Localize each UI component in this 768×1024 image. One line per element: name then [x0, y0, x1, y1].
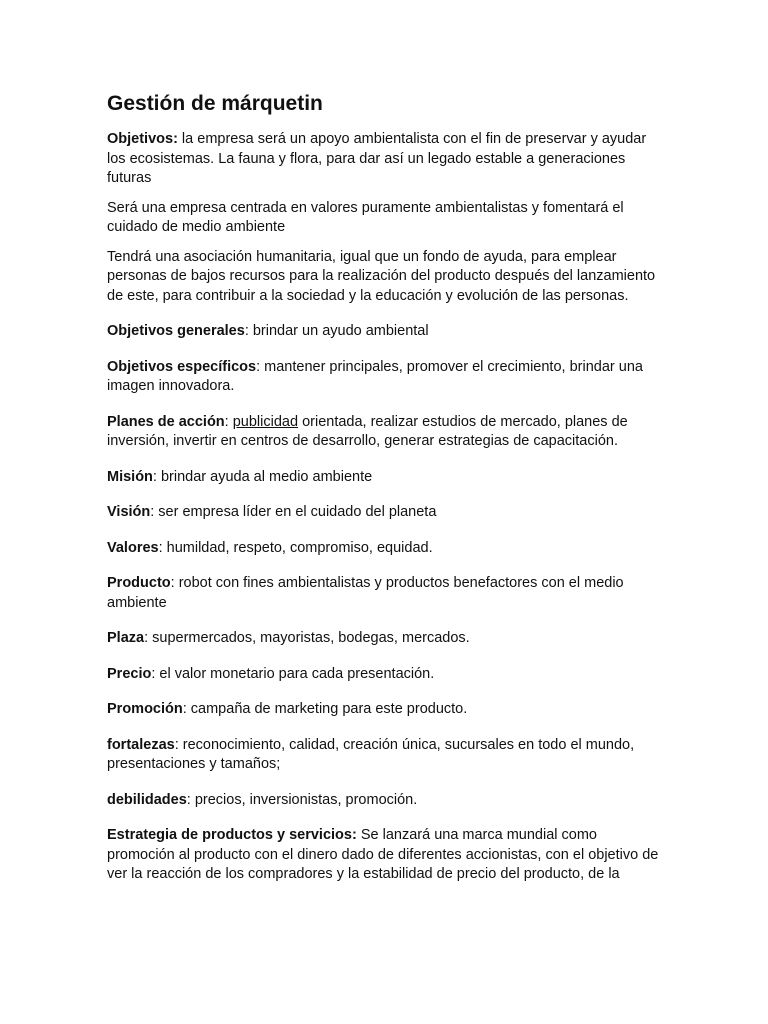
vision-label: Visión [107, 504, 151, 520]
producto-paragraph [107, 574, 667, 613]
valores-paragraph [107, 539, 667, 559]
objetivos-label: Objetivos: [107, 131, 178, 147]
estrategia-text: Se lanzará una marca mundial como promoción al producto con el dinero dado de diferentes accionistas, con el objetivo de ver la reacción de los compradores y la estabilidad de precio del producto, de la [107, 827, 659, 882]
document-title: Gestión de márquetin [107, 92, 323, 115]
estrategia-paragraph [107, 826, 667, 885]
objetivos-paragraph [107, 130, 667, 189]
asociacion-paragraph: Tendrá una asociación humanitaria, igual que un fondo de ayuda, para emplear personas de bajos recursos para la realización del producto después del lanzamiento de este, para contribuir a la sociedad y la educación y evolución de las personas. [107, 248, 656, 304]
vision-text: : ser empresa líder en el cuidado del planeta [150, 504, 437, 520]
plaza-text: : supermercados, mayoristas, bodegas, mercados. [144, 630, 470, 646]
objetivos-generales-label: Objetivos generales [107, 323, 245, 339]
document-page [107, 88, 667, 885]
estrategia-label: Estrategia de productos y servicios: [107, 827, 357, 843]
producto-label: Producto [107, 575, 171, 591]
planes-text: orientada, realizar estudios de mercado, planes de inversión, invertir en centros de desarrollo, generar estrategias de capacitación. [107, 413, 628, 449]
fortalezas-text: : reconocimiento, calidad, creación única, sucursales en todo el mundo, presentaciones y tamaños; [107, 736, 635, 772]
debilidades-text: : precios, inversionistas, promoción. [186, 791, 418, 808]
precio-text: : el valor monetario para cada presentación. [151, 665, 435, 682]
plaza-label: Plaza [107, 630, 145, 646]
producto-text: : robot con fines ambientalistas y productos benefactores con el medio ambiente [107, 575, 624, 611]
promocion-label: Promoción [107, 701, 183, 717]
publicidad-link[interactable]: publicidad [232, 413, 299, 430]
objetivos-generales-text: : brindar un ayudo ambiental [244, 323, 429, 339]
objetivos-generales-paragraph [107, 322, 667, 342]
valores-label: Valores [107, 539, 159, 556]
objetivos-especificos-text: : mantener principales, promover el crecimiento, brindar una imagen innovadora. [107, 358, 643, 394]
debilidades-label: debilidades [107, 791, 187, 808]
promocion-paragraph [107, 700, 667, 720]
vision-paragraph [107, 503, 667, 523]
mision-text: : brindar ayuda al medio ambiente [152, 468, 373, 485]
objetivos-especificos-paragraph [107, 358, 667, 397]
planes-separator: : [224, 413, 233, 430]
mision-label: Misión [107, 468, 153, 485]
planes-paragraph [107, 413, 667, 452]
promocion-text: : campaña de marketing para este producto. [182, 701, 468, 717]
precio-label: Precio [107, 665, 152, 682]
plaza-paragraph [107, 629, 667, 649]
objetivos-especificos-label: Objetivos específicos [107, 358, 257, 375]
mision-paragraph [107, 468, 667, 488]
precio-paragraph [107, 665, 667, 685]
planes-label: Planes de acción [107, 413, 225, 430]
debilidades-paragraph [107, 791, 667, 811]
fortalezas-paragraph [107, 736, 667, 775]
objetivos-text: la empresa será un apoyo ambientalista con el fin de preservar y ayudar los ecosistemas. La fauna y flora, para dar así un legado estable a generaciones futuras [107, 131, 647, 186]
valores-text: : humildad, respeto, compromiso, equidad. [158, 539, 433, 556]
empresa-paragraph: Será una empresa centrada en valores puramente ambientalistas y fomentará el cuidado de medio ambiente [107, 199, 624, 235]
fortalezas-label: fortalezas [107, 736, 175, 753]
